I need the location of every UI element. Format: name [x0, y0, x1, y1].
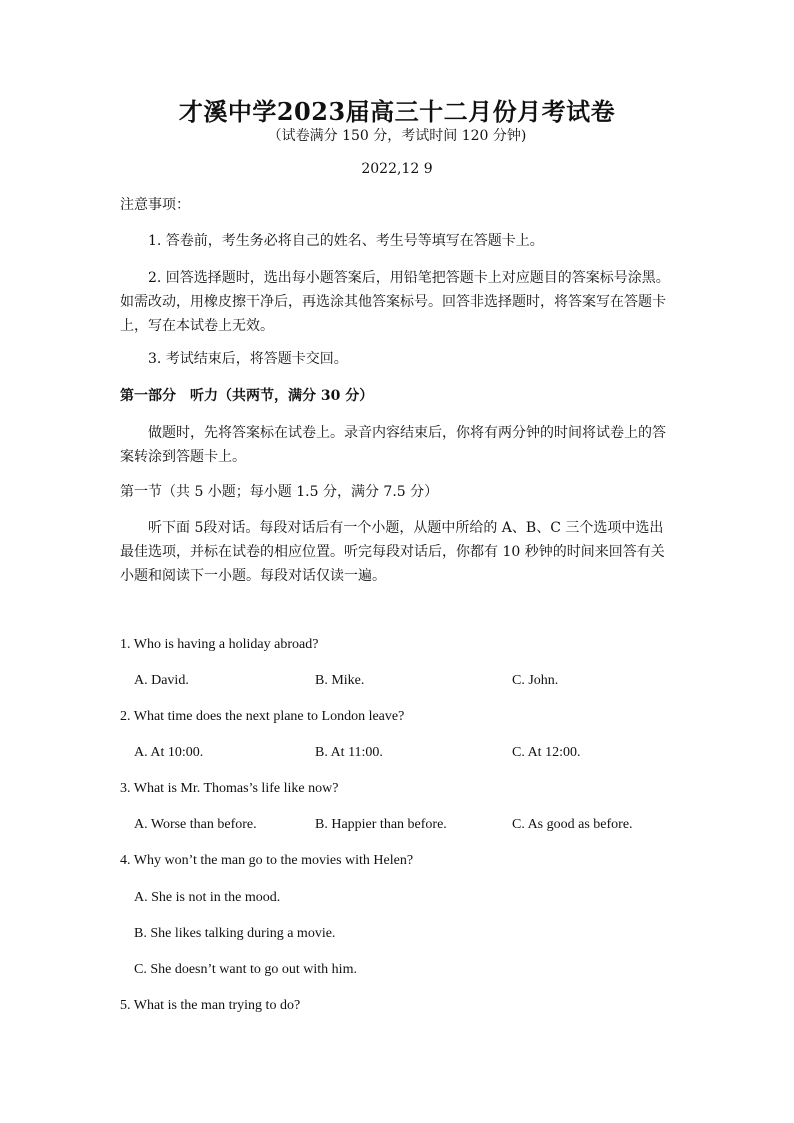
q4-option-c: C. She doesn’t want to go out with him.	[134, 962, 357, 977]
part1-instructions: 做题时，先将答案标在试卷上。录音内容结束后，你将有两分钟的时间将试卷上的答案转涂到答题卡上。	[120, 425, 666, 465]
question-2: 2. What time does the next plane to London leave?	[120, 709, 405, 724]
note-item-2: 2. 回答选择题时，选出每小题答案后，用铅笔把答题卡上对应题目的答案标号涂黑。如需改动，用橡皮擦干净后，再选涂其他答案标号。回答非选择题时，将答案写在答题卡上，写在本试卷上无效。	[120, 270, 670, 334]
q2-option-b: B. At 11:00.	[315, 745, 383, 760]
q3-option-b: B. Happier than before.	[315, 817, 447, 832]
notes-heading: 注意事项：	[120, 197, 190, 213]
q2-option-c: C. At 12:00.	[512, 745, 581, 760]
exam-title: 才溪中学2023届高三十二月份月考试卷	[178, 97, 616, 126]
section1-instructions: 听下面 5段对话。每段对话后有一个小题，从题中所给的 A、B、C 三个选项中选出最佳选项，并标在试卷的相应位置。听完每段对话后，你都有 10 秒钟的时间来回答有关小题和阅读下一小题。每段对话仅读一遍。	[120, 520, 665, 584]
q3-option-a: A. Worse than before.	[134, 817, 257, 832]
note-item-1: 1. 答卷前，考生务必将自己的姓名、考生号等填写在答题卡上。	[148, 233, 544, 249]
q4-option-a: A. She is not in the mood.	[134, 890, 281, 905]
q4-option-b: B. She likes talking during a movie.	[134, 926, 336, 941]
question-3: 3. What is Mr. Thomas’s life like now?	[120, 781, 339, 796]
q1-option-a: A. David.	[134, 673, 189, 688]
q1-option-c: C. John.	[512, 673, 559, 688]
exam-date: 2022,12 9	[361, 161, 433, 177]
section1-heading: 第一节（共 5 小题；每小题 1.5 分，满分 7.5 分）	[120, 484, 439, 500]
question-5: 5. What is the man trying to do?	[120, 998, 301, 1013]
question-1: 1. Who is having a holiday abroad?	[120, 637, 319, 652]
question-4: 4. Why won’t the man go to the movies with Helen?	[120, 853, 414, 868]
q2-option-a: A. At 10:00.	[134, 745, 204, 760]
part1-heading: 第一部分 听力（共两节，满分 30 分）	[120, 388, 374, 404]
q3-option-c: C. As good as before.	[512, 817, 633, 832]
q1-option-b: B. Mike.	[315, 673, 365, 688]
exam-subtitle: （试卷满分 150 分，考试时间 120 分钟)	[267, 128, 527, 144]
note-item-3: 3. 考试结束后，将答题卡交回。	[148, 351, 348, 367]
